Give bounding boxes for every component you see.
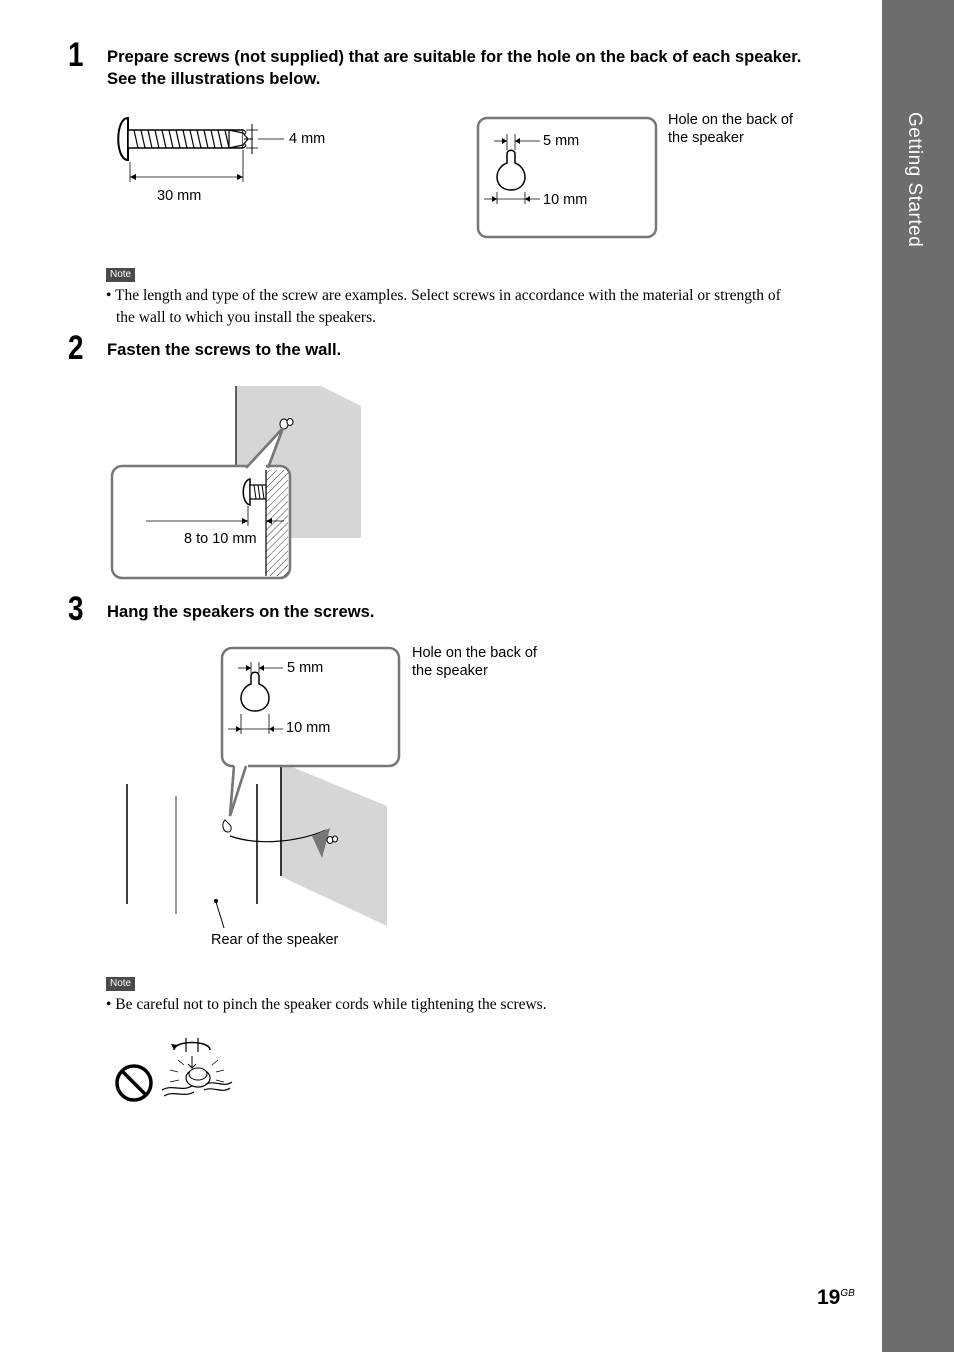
wall-screw-illustration	[108, 384, 368, 584]
hole-caption-line1: Hole on the back of	[668, 112, 793, 128]
page-number-value: 19	[817, 1286, 841, 1309]
hole-width-label: 5 mm	[543, 133, 580, 149]
step-2-text: Fasten the screws to the wall.	[107, 340, 342, 359]
screw-illustration	[108, 110, 308, 200]
step-1-number: 1	[68, 36, 84, 74]
side-tab-label: Getting Started	[904, 112, 925, 248]
note-badge: Note	[106, 268, 135, 282]
note-1-line1: • The length and type of the screw are examples. Select screws in accordance with the material or strength of	[106, 287, 781, 304]
screw-diameter-label: 4 mm	[289, 131, 326, 147]
hole-caption-2-line1: Hole on the back of	[412, 645, 537, 661]
hole-height-label-2: 10 mm	[286, 720, 331, 736]
prohibited-icon	[117, 1066, 151, 1100]
pinch-warning-illustration	[112, 1032, 242, 1110]
screw-length-label: 30 mm	[157, 188, 202, 204]
hole-caption-line2: the speaker	[668, 130, 744, 146]
page-number	[817, 1286, 855, 1310]
step-1-text-line1: Prepare screws (not supplied) that are suitable for the hole on the back of each speaker.	[107, 47, 802, 66]
hole-caption-2-line2: the speaker	[412, 663, 488, 679]
hole-width-label-2: 5 mm	[287, 660, 324, 676]
hole-caption	[668, 111, 793, 147]
rear-speaker-caption: Rear of the speaker	[211, 932, 339, 948]
protrusion-label: 8 to 10 mm	[184, 531, 257, 547]
hole-caption-2	[412, 644, 537, 680]
step-3-number: 3	[68, 590, 84, 628]
step-2-number: 2	[68, 329, 84, 367]
step-1-text-line2: See the illustrations below.	[107, 69, 321, 88]
note-badge-2: Note	[106, 977, 135, 991]
step-3-text: Hang the speakers on the screws.	[107, 602, 375, 621]
note-2-text: • Be careful not to pinch the speaker cords while tightening the screws.	[106, 996, 547, 1013]
note-1-line2: the wall to which you install the speakers.	[116, 309, 376, 326]
step-1-text	[107, 46, 801, 90]
hang-speaker-illustration	[108, 644, 408, 934]
hole-height-label: 10 mm	[543, 192, 588, 208]
note-1-text	[106, 285, 781, 329]
page-number-suffix: GB	[840, 1288, 855, 1299]
